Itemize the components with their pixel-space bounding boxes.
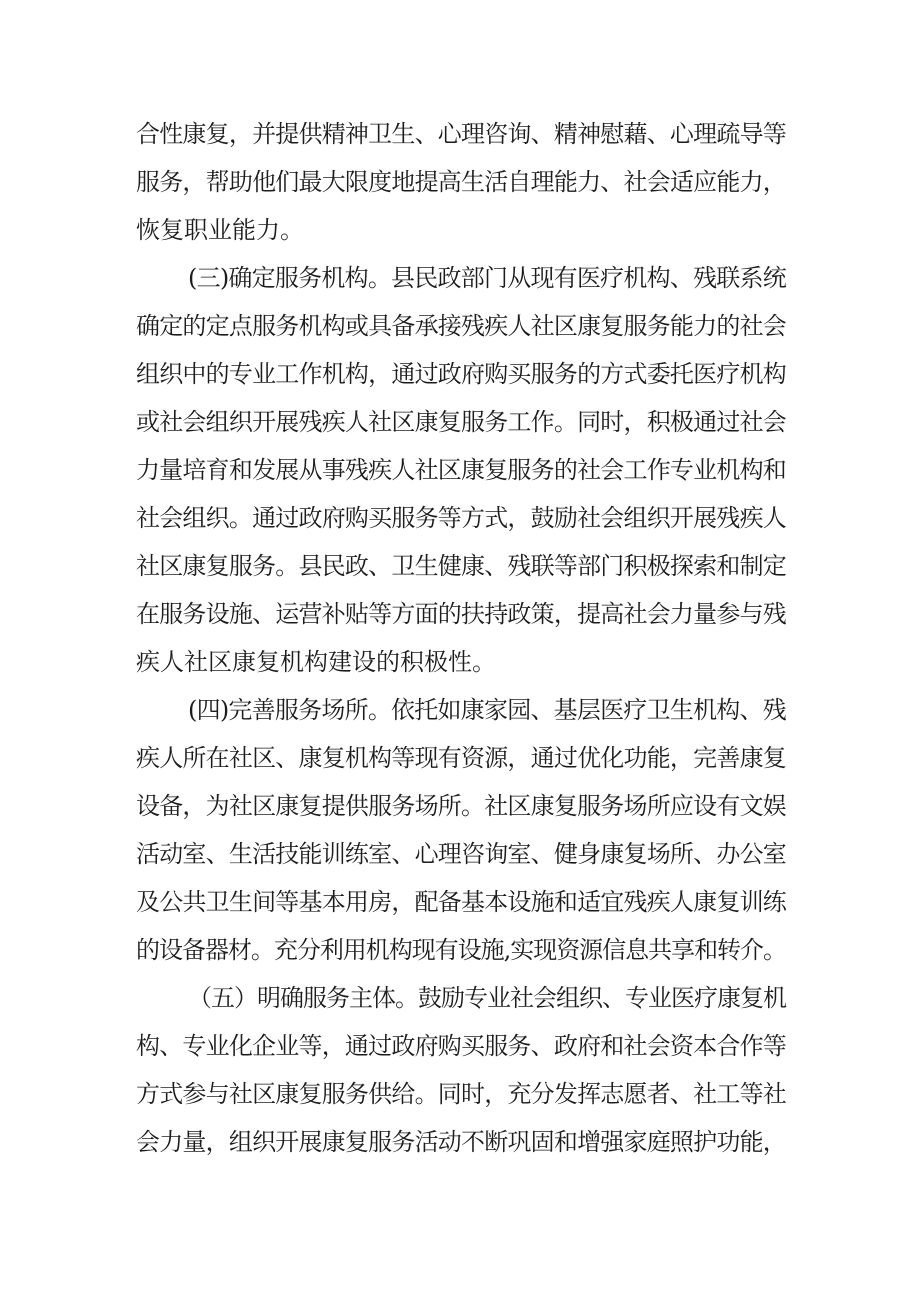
- text-line-content: (四)完善服务场所。依托如康家园、基层医疗卫生机构、残: [188, 696, 786, 724]
- text-line-content: 组织中的专业工作机构，通过政府购买服务的方式委托医疗机构: [136, 360, 786, 388]
- text-line: [136, 1022, 786, 1070]
- text-line-content: 合性康复，并提供精神卫生、心理咨询、精神慰藉、心理疏导等: [136, 120, 786, 148]
- text-line-content: 的设备器材。充分利用机构现有设施,实现资源信息共享和转介。: [136, 936, 786, 964]
- text-line: [136, 830, 786, 878]
- text-line: [136, 350, 786, 398]
- text-line-content: 在服务设施、运营补贴等方面的扶持政策，提高社会力量参与残: [136, 600, 786, 628]
- text-line-content: 疾人所在社区、康复机构等现有资源，通过优化功能，完善康复: [136, 744, 786, 772]
- text-line: [136, 398, 786, 446]
- text-line-content: 及公共卫生间等基本用房，配备基本设施和适宜残疾人康复训练: [136, 888, 786, 916]
- paragraph-heading-4: [188, 686, 786, 734]
- text-line-content: 服务，帮助他们最大限度地提高生活自理能力、社会适应能力，: [136, 168, 786, 196]
- text-line-content: 社区康复服务。县民政、卫生健康、残联等部门积极探索和制定: [136, 552, 786, 580]
- text-line-content: 社会组织。通过政府购买服务等方式，鼓励社会组织开展残疾人: [136, 504, 786, 532]
- paragraph-heading-3: [188, 254, 786, 302]
- text-line: [136, 878, 786, 926]
- text-line: [136, 926, 786, 974]
- text-line: [136, 590, 786, 638]
- text-line: [136, 494, 786, 542]
- text-line: [136, 1070, 786, 1118]
- text-line-content: 会力量，组织开展康复服务活动不断巩固和增强家庭照护功能，: [136, 1128, 786, 1156]
- text-line: [136, 446, 786, 494]
- text-line: [136, 110, 786, 158]
- text-line: [136, 302, 786, 350]
- text-line: [136, 782, 786, 830]
- text-line: [136, 1118, 786, 1166]
- text-line: [136, 206, 304, 254]
- text-line-content: （五）明确服务主体。鼓励专业社会组织、专业医疗康复机: [188, 984, 786, 1012]
- text-line-content: 力量培育和发展从事残疾人社区康复服务的社会工作专业机构和: [136, 456, 786, 484]
- text-line-content: (三)确定服务机构。县民政部门从现有医疗机构、残联系统: [188, 264, 786, 292]
- text-line-content: 方式参与社区康复服务供给。同时，充分发挥志愿者、社工等社: [136, 1080, 786, 1108]
- text-line: [136, 638, 496, 686]
- paragraph-heading-5: [188, 974, 786, 1022]
- text-line-content: 或社会组织开展残疾人社区康复服务工作。同时，积极通过社会: [136, 408, 786, 436]
- text-line-content: 疾人社区康复机构建设的积极性。: [136, 648, 496, 676]
- text-line-content: 活动室、生活技能训练室、心理咨询室、健身康复场所、办公室: [136, 840, 786, 868]
- text-line-content: 恢复职业能力。: [136, 216, 304, 244]
- text-line-content: 构、专业化企业等，通过政府购买服务、政府和社会资本合作等: [136, 1032, 786, 1060]
- text-line-content: 确定的定点服务机构或具备承接残疾人社区康复服务能力的社会: [136, 312, 786, 340]
- text-line: [136, 158, 786, 206]
- text-line-content: 设备，为社区康复提供服务场所。社区康复服务场所应设有文娱: [136, 792, 786, 820]
- text-line: [136, 542, 786, 590]
- text-line: [136, 734, 786, 782]
